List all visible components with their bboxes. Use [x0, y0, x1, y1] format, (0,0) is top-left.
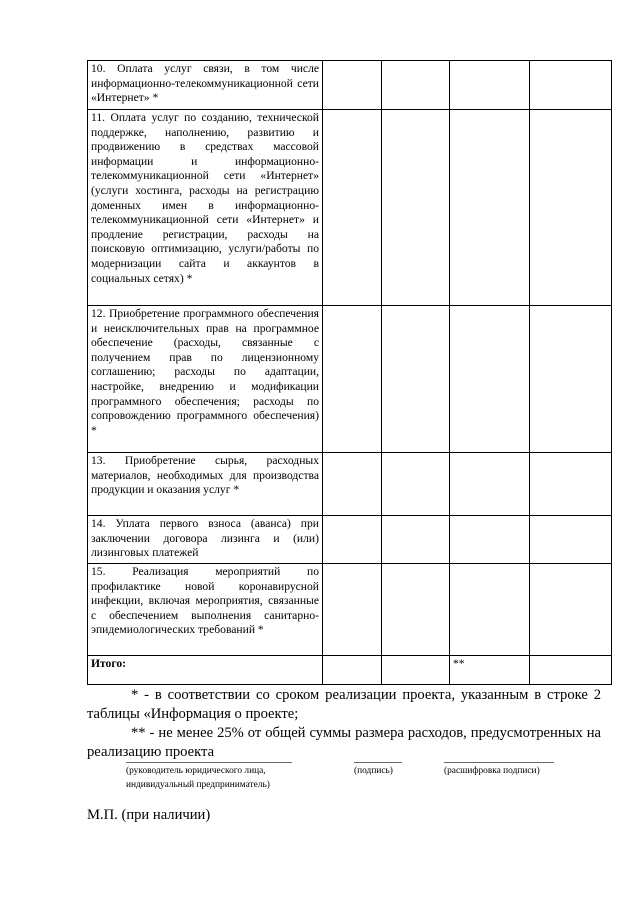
expense-item-14: 14. Уплата первого взноса (аванса) при заключении договора лизинга и (или) лизинговых платежей: [88, 516, 323, 564]
expense-item-11: 11. Оплата услуг по созданию, технической поддержке, наполнению, развитию и продвижению в средствах массовой информации и информационно-телекоммуникационной сети «Интернет» (услуги хостинга, расходы на регистрацию доменных имен в информационно-телекоммуникационной сети «Интернет» и продление регистрации, расходы на поисковую оптимизацию, услуги/работы по модернизации сайта и аккаунтов в социальных сетях) *: [88, 110, 323, 306]
table-cell: [530, 306, 612, 453]
table-row: [88, 61, 612, 110]
expense-item-12: 12. Приобретение программного обеспечения и неисключительных прав на программное обеспечение (расходы, связанные с получением прав по лицензионному соглашению; расходы по адаптации, настройке, внедрению и модификации программного обеспечения; расходы по сопровождению программного обеспечения) *: [88, 306, 323, 453]
table-cell: [530, 61, 612, 110]
expense-item-10: 10. Оплата услуг связи, в том числе информационно-телекоммуникационной сети «Интернет» *: [88, 61, 323, 110]
table-cell: [450, 61, 530, 110]
table-cell: [382, 306, 450, 453]
table-cell: [382, 453, 450, 516]
table-cell: [530, 656, 612, 685]
table-row: [88, 516, 612, 564]
signature-line: [354, 762, 402, 763]
table-row: [88, 453, 612, 516]
table-cell: [530, 564, 612, 656]
total-label: Итого:: [88, 656, 323, 685]
footnotes: [87, 686, 601, 762]
table-cell: [450, 110, 530, 306]
expense-item-13: 13. Приобретение сырья, расходных материалов, необходимых для производства продукции и оказания услуг *: [88, 453, 323, 516]
signature-head-caption: (руководитель юридического лица, индивидуальный предприниматель): [126, 766, 270, 790]
table-cell: [382, 110, 450, 306]
expenses-table: [87, 60, 612, 685]
signature-line: [444, 762, 554, 763]
signature-decode-caption: (расшифровка подписи): [444, 766, 540, 776]
seal-note: М.П. (при наличии): [87, 807, 211, 823]
table-row: [88, 306, 612, 453]
table-cell: [323, 656, 382, 685]
table-cell: [323, 453, 382, 516]
table-cell: [382, 656, 450, 685]
table-cell: [530, 516, 612, 564]
signature-decode-block: [444, 762, 574, 778]
table-cell: [450, 516, 530, 564]
table-cell: [323, 564, 382, 656]
table-row: [88, 110, 612, 306]
table-cell: [530, 110, 612, 306]
signature-sign-caption: (подпись): [354, 766, 393, 776]
signature-sign-block: [354, 762, 424, 778]
table-cell: [323, 61, 382, 110]
table-cell: [450, 564, 530, 656]
table-cell: [450, 453, 530, 516]
signature-line: [126, 762, 292, 763]
table-cell: [450, 306, 530, 453]
total-row: [88, 656, 612, 685]
table-cell: [323, 306, 382, 453]
expense-item-15: 15. Реализация мероприятий по профилактике новой коронавирусной инфекции, включая мероприятия, связанные с обеспечением выполнения санитарно-эпидемиологических требований *: [88, 564, 323, 656]
table-cell: [530, 453, 612, 516]
footnote-double-asterisk: ** - не менее 25% от общей суммы размера расходов, предусмотренных на реализацию проекта: [87, 725, 601, 760]
table-cell: [382, 516, 450, 564]
table-cell: [382, 564, 450, 656]
table-cell: [382, 61, 450, 110]
table-cell: [323, 516, 382, 564]
table-row: [88, 564, 612, 656]
table-cell: [323, 110, 382, 306]
signature-head-block: [126, 762, 306, 792]
total-marker: **: [450, 656, 530, 685]
footnote-single-asterisk: * - в соответствии со сроком реализации проекта, указанным в строке 2 таблицы «Информация о проекте;: [87, 687, 601, 722]
